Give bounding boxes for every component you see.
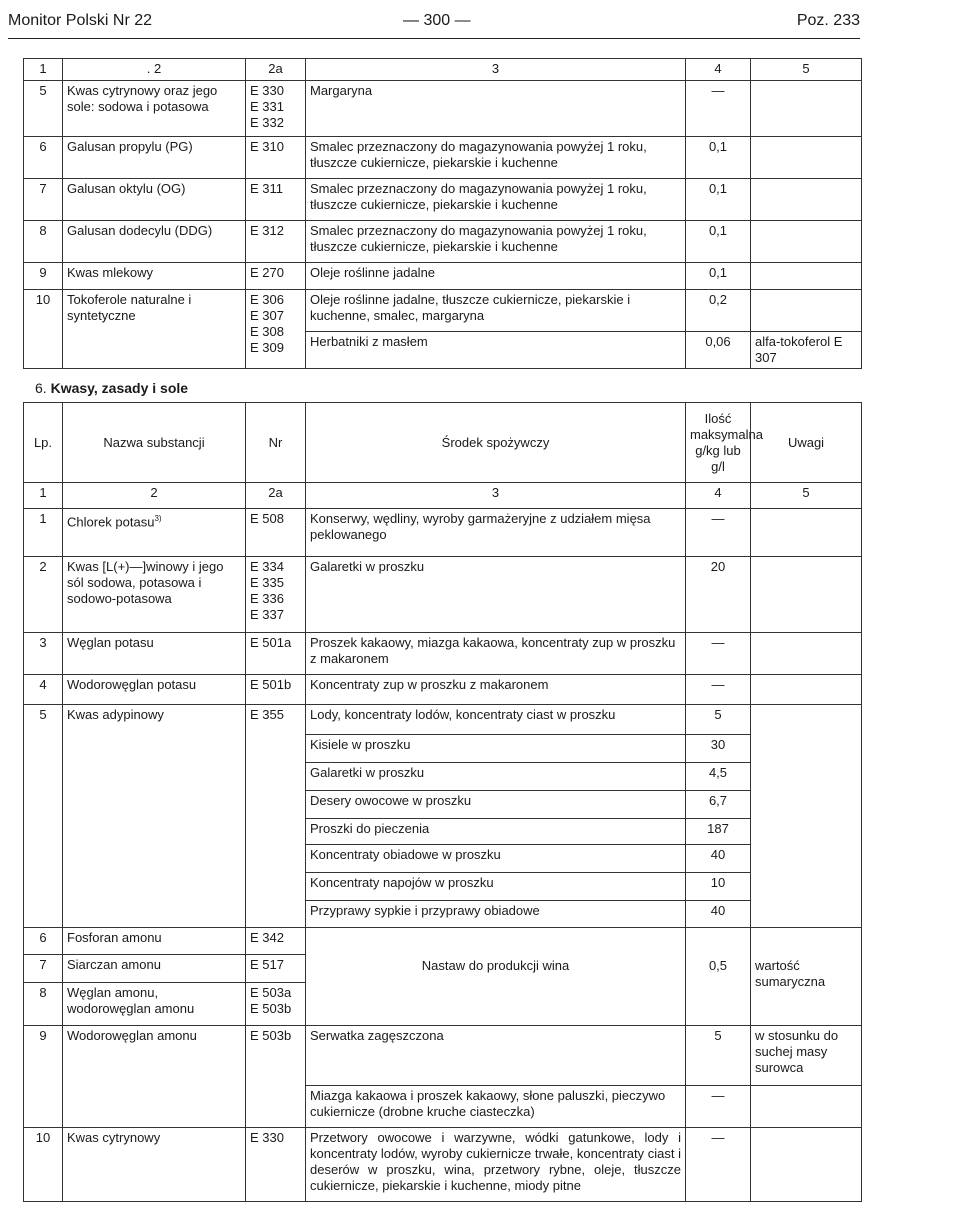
table-row — [24, 675, 862, 705]
note-cell — [751, 290, 862, 332]
code-cell: E 355 — [246, 705, 306, 928]
table-acids-bases-salts — [23, 402, 862, 1202]
lp-cell: 5 — [24, 705, 63, 928]
col-number: . 2 — [63, 59, 246, 81]
table-row — [24, 1086, 862, 1128]
food-cell: Margaryna — [306, 81, 686, 137]
table-row — [24, 1128, 862, 1202]
qty-cell: 10 — [686, 873, 751, 901]
food-cell: Przyprawy sypkie i przyprawy obiadowe — [306, 901, 686, 928]
qty-cell: 0,1 — [686, 263, 751, 290]
qty-cell: 4,5 — [686, 763, 751, 791]
table-row — [24, 509, 862, 557]
food-cell: Koncentraty obiadowe w proszku — [306, 845, 686, 873]
food-cell: Miazga kakaowa i proszek kakaowy, słone paluszki, pieczywo cukiernicze (drobne kruche ciasteczka) — [306, 1086, 686, 1128]
col-number: 4 — [686, 59, 751, 81]
table-header-row — [24, 403, 862, 483]
header-nr: Nr — [246, 403, 306, 483]
qty-cell: 187 — [686, 819, 751, 845]
note-cell: w stosunku do suchej masy surowca — [751, 1026, 862, 1086]
header-name: Nazwa substancji — [63, 403, 246, 483]
food-cell: Konserwy, wędliny, wyroby garmażeryjne z udziałem mięsa peklowanego — [306, 509, 686, 557]
code-cell: E 270 — [246, 263, 306, 290]
substance-cell: Kwas adypinowy — [63, 705, 246, 928]
qty-cell: 0,06 — [686, 332, 751, 369]
qty-cell: 0,2 — [686, 290, 751, 332]
lp-cell: 5 — [24, 81, 63, 137]
code-cell: E 306 E 307 E 308 E 309 — [246, 290, 306, 369]
food-cell: Smalec przeznaczony do magazynowania powyżej 1 roku, tłuszcze cukiernicze, piekarskie i kuchenne — [306, 179, 686, 221]
qty-cell: 5 — [686, 705, 751, 735]
qty-cell: 5 — [686, 1026, 751, 1086]
qty-cell: — — [686, 675, 751, 705]
qty-cell: 20 — [686, 557, 751, 633]
table-row — [24, 290, 862, 332]
note-cell — [751, 81, 862, 137]
note-cell — [751, 509, 862, 557]
note-cell — [751, 179, 862, 221]
qty-cell: 0,1 — [686, 137, 751, 179]
note-cell: wartość sumaryczna — [751, 928, 862, 1026]
code-cell: E 342 — [246, 928, 306, 955]
code-cell: E 311 — [246, 179, 306, 221]
qty-cell: 0,1 — [686, 221, 751, 263]
note-cell — [751, 557, 862, 633]
note-cell — [751, 221, 862, 263]
header-lp: Lp. — [24, 403, 63, 483]
col-number: 2 — [63, 483, 246, 509]
lp-cell: 1 — [24, 509, 63, 557]
substance-cell: Chlorek potasu$^{3)}$ — [63, 509, 246, 557]
substance-cell: Węglan amonu, wodorowęglan amonu — [63, 983, 246, 1026]
code-cell: E 503a E 503b — [246, 983, 306, 1026]
code-cell: E 330 E 331 E 332 — [246, 81, 306, 137]
food-cell: Smalec przeznaczony do magazynowania powyżej 1 roku, tłuszcze cukiernicze, piekarskie i kuchenne — [306, 221, 686, 263]
lp-cell: 8 — [24, 221, 63, 263]
page-number: — 300 — — [403, 12, 471, 29]
lp-cell: 6 — [24, 137, 63, 179]
qty-cell: 0,5 — [686, 928, 751, 1026]
lp-cell: 7 — [24, 955, 63, 983]
code-cell: E 310 — [246, 137, 306, 179]
header-food: Środek spożywczy — [306, 403, 686, 483]
lp-cell: 10 — [24, 290, 63, 369]
position-number: Poz. 233 — [796, 12, 860, 29]
table-row — [24, 263, 862, 290]
substance-cell: Kwas cytrynowy — [63, 1128, 246, 1202]
food-cell: Oleje roślinne jadalne, tłuszcze cukiernicze, piekarskie i kuchenne, smalec, margaryna — [306, 290, 686, 332]
note-cell: alfa-tokoferol E 307 — [751, 332, 862, 369]
footnote-ref: 3) — [154, 514, 162, 523]
food-cell: Galaretki w proszku — [306, 557, 686, 633]
table-row — [24, 221, 862, 263]
food-cell: Proszki do pieczenia — [306, 819, 686, 845]
lp-cell: 7 — [24, 179, 63, 221]
note-cell — [751, 633, 862, 675]
substance-cell: Fosforan amonu — [63, 928, 246, 955]
lp-cell: 3 — [24, 633, 63, 675]
food-cell: Herbatniki z masłem — [306, 332, 686, 369]
food-cell: Nastaw do produkcji wina — [306, 928, 686, 1026]
substance-cell: Węglan potasu — [63, 633, 246, 675]
table-row — [24, 179, 862, 221]
food-cell: Koncentraty zup w proszku z makaronem — [306, 675, 686, 705]
col-number: 2a — [246, 483, 306, 509]
table-row — [24, 557, 862, 633]
food-cell: Galaretki w proszku — [306, 763, 686, 791]
code-cell: E 508 — [246, 509, 306, 557]
col-number: 5 — [751, 483, 862, 509]
col-number: 3 — [306, 59, 686, 81]
qty-cell: — — [686, 1086, 751, 1128]
code-cell — [246, 1086, 306, 1128]
substance-cell: Siarczan amonu — [63, 955, 246, 983]
code-cell: E 312 — [246, 221, 306, 263]
qty-cell: — — [686, 1128, 751, 1202]
food-cell: Lody, koncentraty lodów, koncentraty ciast w proszku — [306, 705, 686, 735]
food-cell: Koncentraty napojów w proszku — [306, 873, 686, 901]
substance-cell: Kwas cytrynowy oraz jego sole: sodowa i potasowa — [63, 81, 246, 137]
table-header-row — [24, 59, 862, 81]
lp-cell: 8 — [24, 983, 63, 1026]
food-cell: Smalec przeznaczony do magazynowania powyżej 1 roku, tłuszcze cukiernicze, piekarskie i kuchenne — [306, 137, 686, 179]
note-cell — [751, 1128, 862, 1202]
lp-cell: 2 — [24, 557, 63, 633]
table-continuation — [23, 58, 862, 369]
qty-cell: 40 — [686, 845, 751, 873]
note-cell — [751, 705, 862, 928]
qty-cell: — — [686, 81, 751, 137]
food-cell: Przetwory owocowe i warzywne, wódki gatunkowe, lody i koncentraty lodów, wyroby cukiernicze trwałe, koncentraty ciast i deserów w proszku, wina, przetwory rybne, oleje, tłuszcze cukiernicze, piekarskie i kuchenne, miody pitne — [306, 1128, 686, 1202]
table-row — [24, 633, 862, 675]
food-cell: Desery owocowe w proszku — [306, 791, 686, 819]
page-header — [8, 10, 860, 39]
section-number: 6. — [35, 380, 47, 396]
substance-cell: Wodorowęglan amonu — [63, 1026, 246, 1086]
food-cell: Proszek kakaowy, miazga kakaowa, koncentraty zup w proszku z makaronem — [306, 633, 686, 675]
note-cell — [751, 137, 862, 179]
col-number: 1 — [24, 59, 63, 81]
header-qty: Ilość maksymalna g/kg lub g/l — [686, 403, 751, 483]
col-number: 3 — [306, 483, 686, 509]
note-cell — [751, 675, 862, 705]
food-cell: Oleje roślinne jadalne — [306, 263, 686, 290]
table-row — [24, 81, 862, 137]
code-cell: E 503b — [246, 1026, 306, 1086]
col-number: 5 — [751, 59, 862, 81]
note-cell — [751, 1086, 862, 1128]
substance-cell: Galusan propylu (PG) — [63, 137, 246, 179]
col-number: 2a — [246, 59, 306, 81]
food-cell: Serwatka zagęszczona — [306, 1026, 686, 1086]
substance-cell: Wodorowęglan potasu — [63, 675, 246, 705]
lp-cell: 9 — [24, 1026, 63, 1086]
code-cell: E 334 E 335 E 336 E 337 — [246, 557, 306, 633]
lp-cell: 6 — [24, 928, 63, 955]
lp-cell: 4 — [24, 675, 63, 705]
qty-cell: 30 — [686, 735, 751, 763]
code-cell: E 330 — [246, 1128, 306, 1202]
section-heading — [35, 380, 188, 396]
col-number: 4 — [686, 483, 751, 509]
lp-cell — [24, 1086, 63, 1128]
substance-cell: Tokoferole naturalne i syntetyczne — [63, 290, 246, 369]
table-row — [24, 928, 862, 955]
note-cell — [751, 263, 862, 290]
code-cell: E 501a — [246, 633, 306, 675]
journal-title: Monitor Polski Nr 22 — [8, 12, 153, 29]
substance-cell: Galusan dodecylu (DDG) — [63, 221, 246, 263]
substance-cell — [63, 1086, 246, 1128]
qty-cell: — — [686, 509, 751, 557]
section-title: Kwasy, zasady i sole — [50, 380, 189, 396]
column-numbers-row — [24, 483, 862, 509]
lp-cell: 10 — [24, 1128, 63, 1202]
table-row — [24, 705, 862, 735]
header-notes: Uwagi — [751, 403, 862, 483]
code-cell: E 501b — [246, 675, 306, 705]
substance-cell: Kwas [L(+)—]winowy i jego sól sodowa, potasowa i sodowo-potasowa — [63, 557, 246, 633]
qty-cell: — — [686, 633, 751, 675]
food-cell: Kisiele w proszku — [306, 735, 686, 763]
qty-cell: 40 — [686, 901, 751, 928]
table-row — [24, 1026, 862, 1086]
code-cell: E 517 — [246, 955, 306, 983]
lp-cell: 9 — [24, 263, 63, 290]
qty-cell: 0,1 — [686, 179, 751, 221]
qty-cell: 6,7 — [686, 791, 751, 819]
table-row — [24, 137, 862, 179]
substance-cell: Galusan oktylu (OG) — [63, 179, 246, 221]
col-number: 1 — [24, 483, 63, 509]
substance-cell: Kwas mlekowy — [63, 263, 246, 290]
